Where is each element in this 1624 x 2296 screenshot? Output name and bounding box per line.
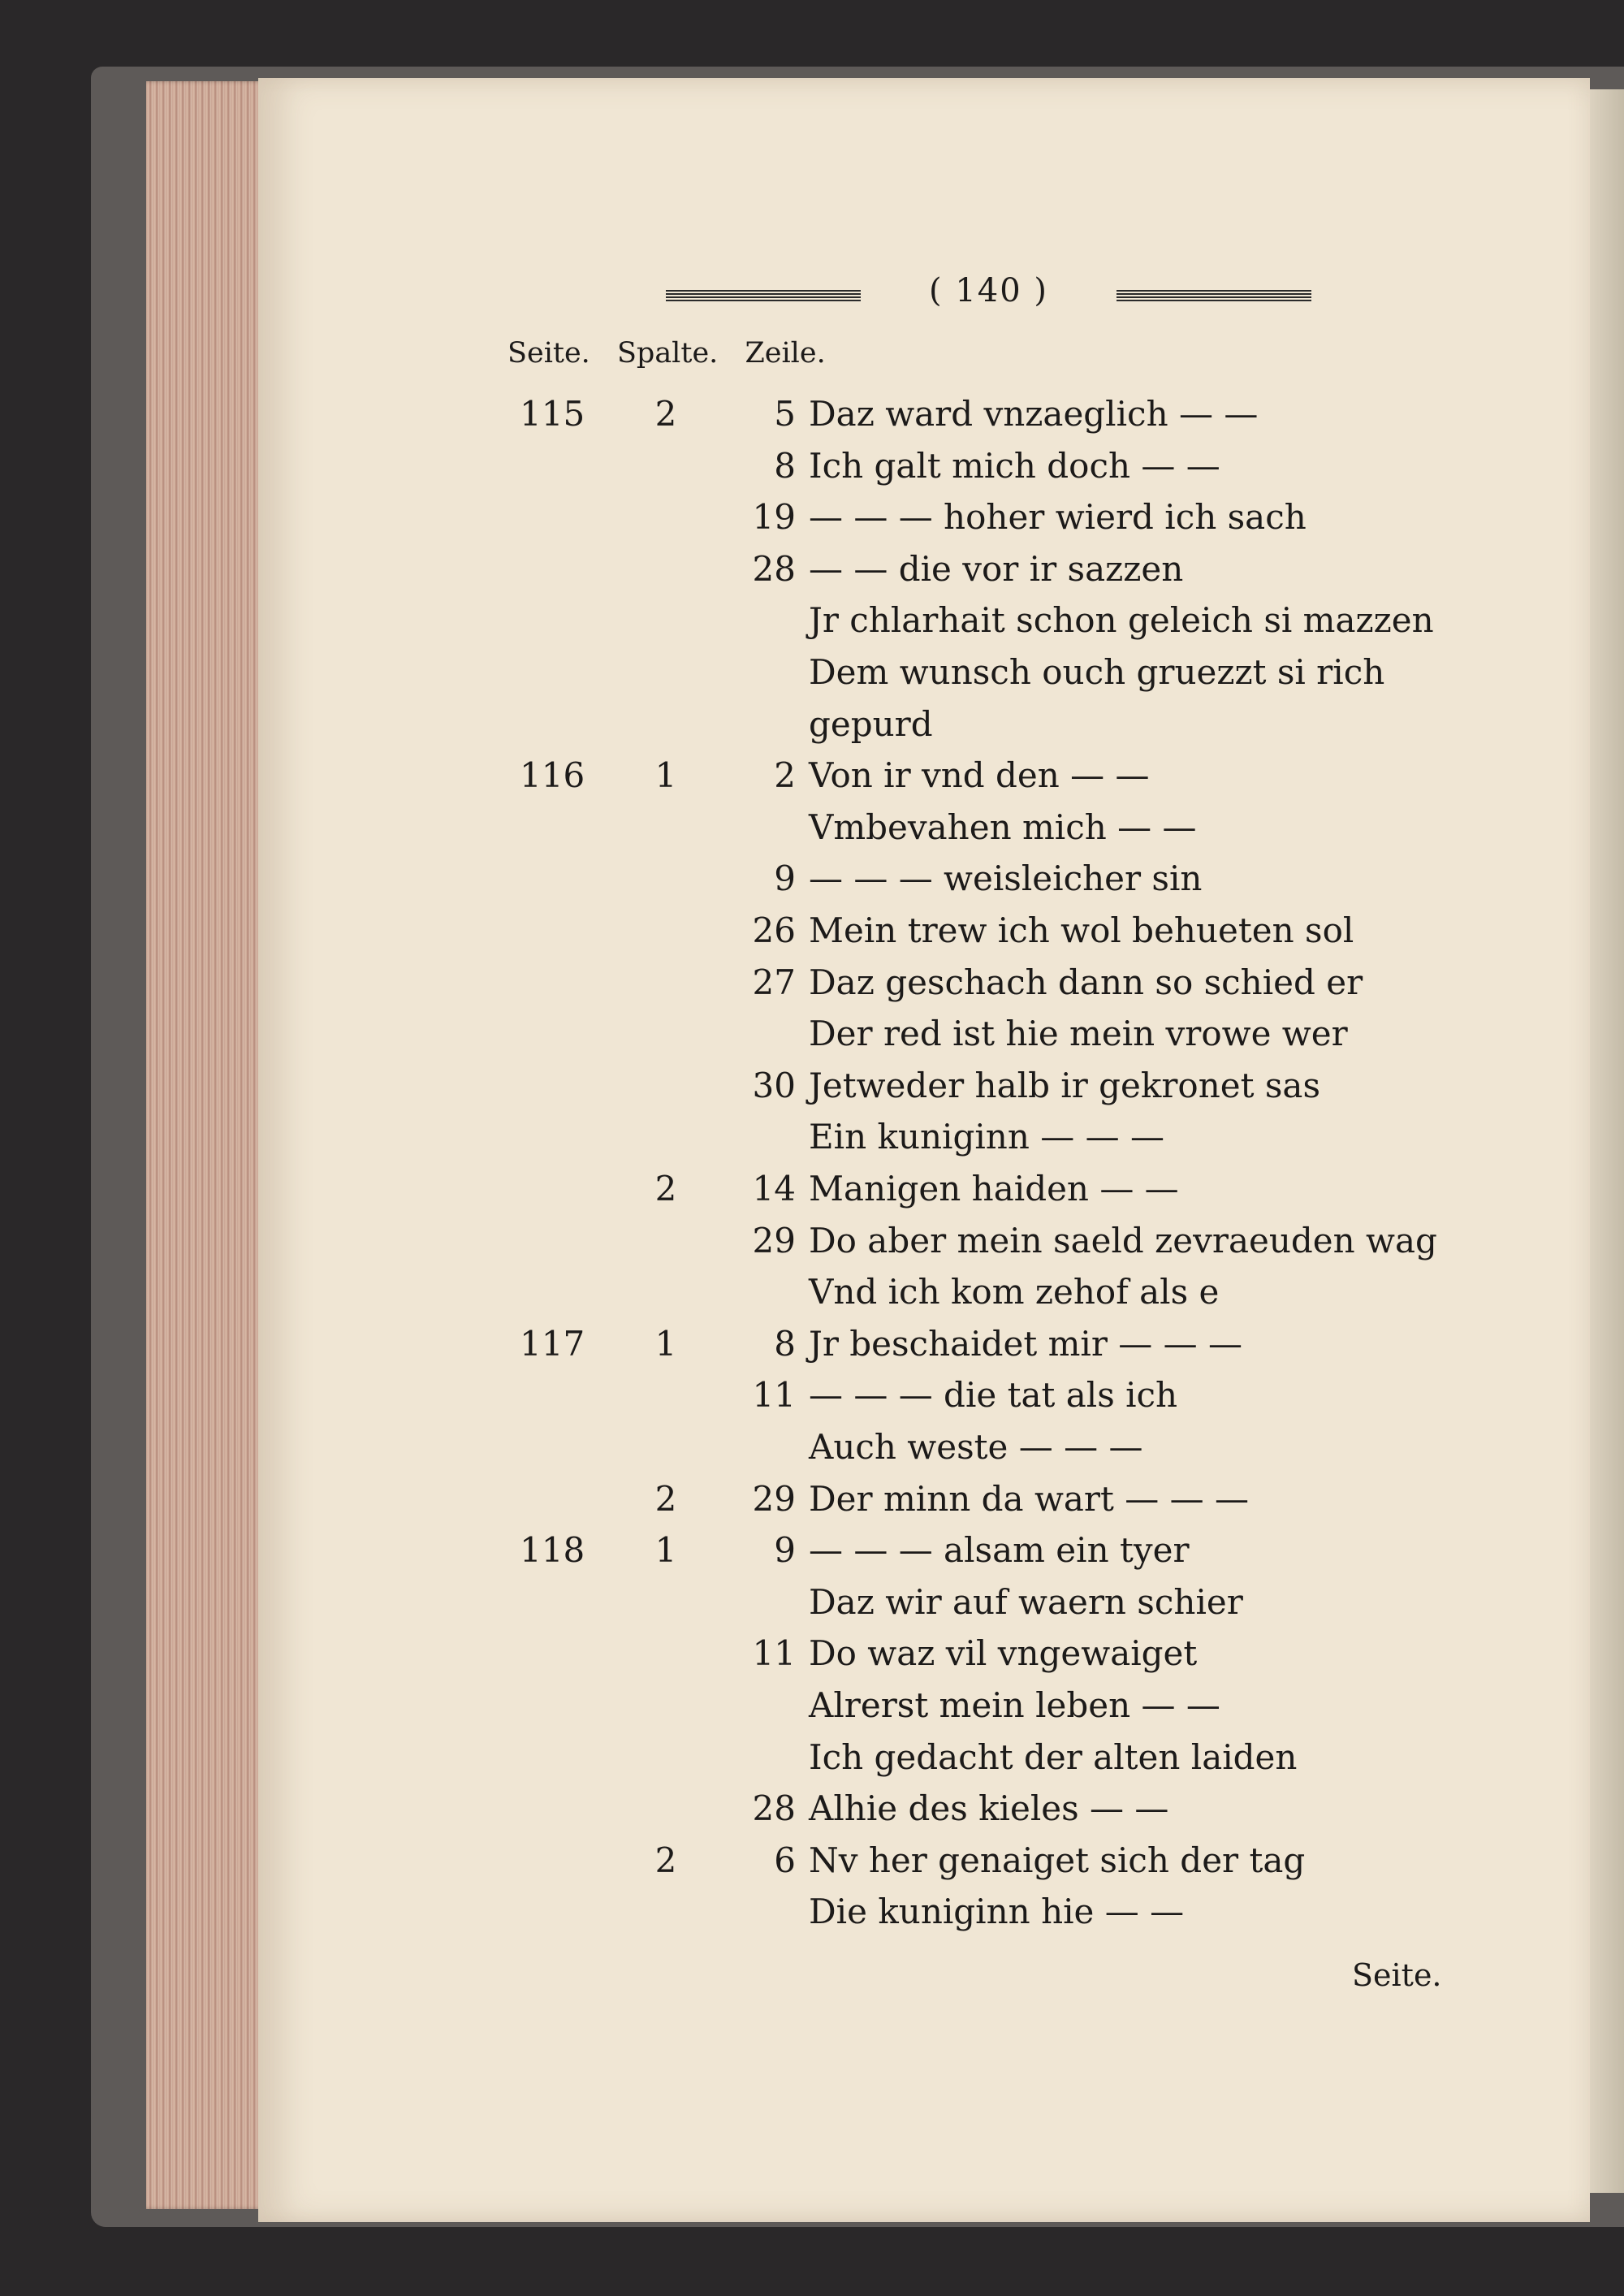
header-rule-left <box>666 290 861 303</box>
table-row <box>0 905 1624 957</box>
row-spalte: 2 <box>654 1169 677 1209</box>
row-zeile: 28 <box>752 1788 796 1829</box>
row-zeile: 29 <box>752 1220 796 1260</box>
table-row <box>0 1111 1624 1163</box>
row-text: Do aber mein saeld zevraeuden wag <box>809 1220 1437 1260</box>
table-row <box>0 1886 1624 1938</box>
row-text: — — — weisleicher sin <box>809 858 1203 899</box>
table-row <box>0 1576 1624 1628</box>
table-row <box>0 853 1624 905</box>
table-row <box>0 698 1624 750</box>
table-row <box>0 957 1624 1009</box>
table-row <box>0 1732 1624 1784</box>
table-row <box>0 491 1624 543</box>
row-zeile: 30 <box>752 1065 796 1105</box>
row-text: Alrerst mein leben — — <box>809 1685 1220 1725</box>
table-row <box>0 595 1624 646</box>
row-seite: 118 <box>520 1530 585 1571</box>
row-text: Der minn da wart — — — <box>809 1478 1249 1519</box>
table-row <box>0 646 1624 698</box>
row-text: Daz wir auf waern schier <box>809 1581 1243 1622</box>
table-row <box>0 1680 1624 1732</box>
row-zeile: 8 <box>774 445 796 486</box>
row-zeile: 26 <box>752 910 796 950</box>
table-row <box>0 750 1624 802</box>
row-text: Vmbevahen mich — — <box>809 806 1197 847</box>
row-zeile: 11 <box>752 1633 796 1674</box>
row-text: Die kuniginn hie — — <box>809 1892 1185 1932</box>
row-text: Daz ward vnzaeglich — — <box>809 394 1259 434</box>
table-row <box>0 440 1624 492</box>
row-text: Ein kuniginn — — — <box>809 1117 1164 1157</box>
column-headers <box>508 337 844 370</box>
table-row <box>0 1266 1624 1318</box>
table-row <box>0 1783 1624 1835</box>
table-row <box>0 802 1624 854</box>
row-zeile: 29 <box>752 1478 796 1519</box>
row-text: Auch weste — — — <box>809 1427 1143 1467</box>
table-row <box>0 1215 1624 1267</box>
row-zeile: 27 <box>752 962 796 1002</box>
row-spalte: 1 <box>654 1323 677 1364</box>
row-text: Alhie des kieles — — <box>809 1788 1169 1829</box>
row-seite: 117 <box>520 1323 585 1364</box>
row-zeile: 5 <box>774 394 796 434</box>
row-spalte: 2 <box>654 1478 677 1519</box>
row-text: Dem wunsch ouch gruezzt si rich <box>809 652 1385 692</box>
table-row <box>0 1318 1624 1370</box>
page-header <box>666 272 1315 321</box>
row-text: Do waz vil vngewaiget <box>809 1633 1198 1674</box>
table-row <box>0 1628 1624 1680</box>
row-text: Der red ist hie mein vrowe wer <box>809 1014 1348 1054</box>
row-text: Mein trew ich wol behueten sol <box>809 910 1354 950</box>
row-zeile: 6 <box>774 1840 796 1880</box>
table-row <box>0 1524 1624 1576</box>
row-seite: 116 <box>520 755 585 796</box>
row-zeile: 8 <box>774 1323 796 1364</box>
table-row <box>0 1835 1624 1887</box>
row-text: gepurd <box>809 703 933 744</box>
row-text: Nv her genaiget sich der tag <box>809 1840 1306 1880</box>
row-spalte: 2 <box>654 1840 677 1880</box>
row-text: Ich galt mich doch — — <box>809 445 1220 486</box>
row-zeile: 11 <box>752 1375 796 1416</box>
row-zeile: 19 <box>752 497 796 538</box>
row-text: Jr chlarhait schon geleich si mazzen <box>809 600 1434 641</box>
row-text: Jetweder halb ir gekronet sas <box>809 1065 1320 1105</box>
column-header-spalte: Spalte. <box>616 337 719 370</box>
row-text: Jr beschaidet mir — — — <box>809 1323 1242 1364</box>
row-text: Von ir vnd den — — <box>809 755 1150 796</box>
table-row <box>0 1473 1624 1525</box>
column-header-seite: Seite. <box>508 337 590 370</box>
row-spalte: 1 <box>654 1530 677 1571</box>
row-text: — — — alsam ein tyer <box>809 1530 1190 1571</box>
row-seite: 115 <box>520 394 585 434</box>
row-text: — — — hoher wierd ich sach <box>809 497 1307 538</box>
row-text: Daz geschach dann so schied er <box>809 962 1363 1002</box>
table-row <box>0 543 1624 595</box>
table-row <box>0 1421 1624 1473</box>
row-zeile: 28 <box>752 548 796 589</box>
catchword: Seite. <box>1352 1957 1442 1993</box>
page-number: ( 140 ) <box>929 272 1048 309</box>
row-spalte: 1 <box>654 755 677 796</box>
row-text: Manigen haiden — — <box>809 1169 1179 1209</box>
table-row <box>0 388 1624 440</box>
row-zeile: 9 <box>774 1530 796 1571</box>
table-row <box>0 1163 1624 1215</box>
row-text: Ich gedacht der alten laiden <box>809 1736 1298 1777</box>
header-rule-right <box>1116 290 1311 303</box>
row-zeile: 9 <box>774 858 796 899</box>
row-text: — — — die tat als ich <box>809 1375 1178 1416</box>
row-text: — — die vor ir sazzen <box>809 548 1184 589</box>
table-row <box>0 1008 1624 1060</box>
column-header-zeile: Zeile. <box>745 337 826 370</box>
table-row <box>0 1369 1624 1421</box>
row-text: Vnd ich kom zehof als e <box>809 1272 1220 1312</box>
row-zeile: 14 <box>752 1169 796 1209</box>
table-row <box>0 1060 1624 1112</box>
row-spalte: 2 <box>654 394 677 434</box>
row-zeile: 2 <box>774 755 796 796</box>
